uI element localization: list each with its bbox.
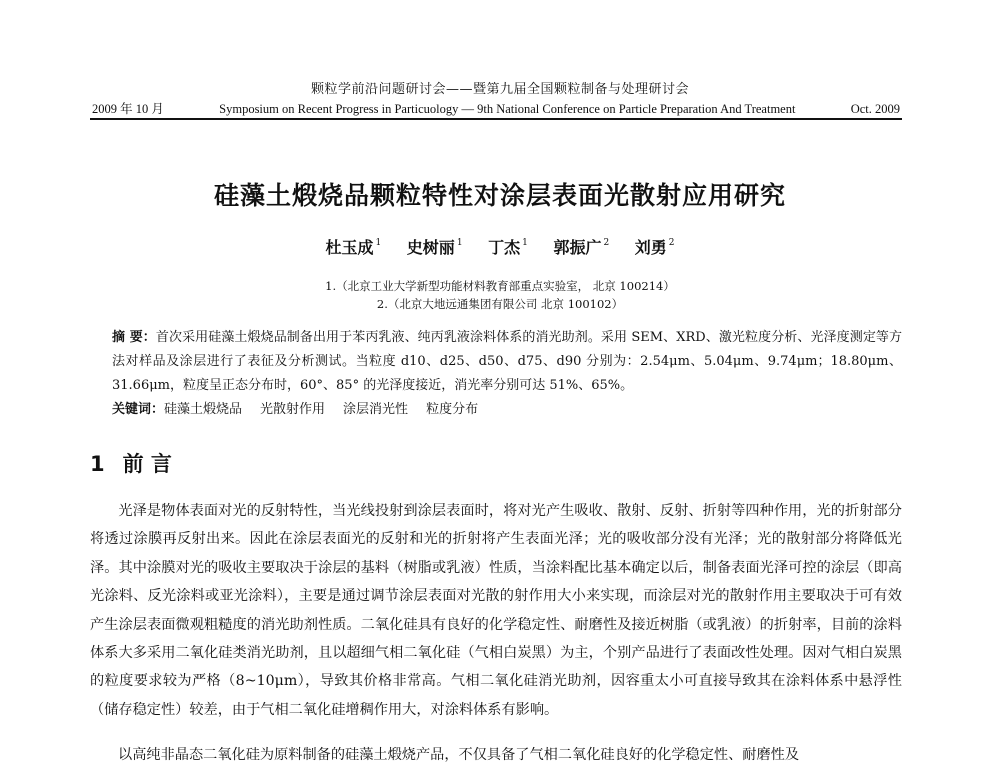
section-heading	[90, 448, 172, 478]
keyword: 硅藻土煅烧品	[164, 402, 243, 417]
body-paragraph: 光泽是物体表面对光的反射特性，当光线投射到涂层表面时，将对光产生吸收、散射、反射、折射等四种作用，光的折射部分将透过涂膜再反射出来。因此在涂层表面光的反射和光的折射将产生表面光泽；光的吸收部分没有光泽；光的散射部分将降低光泽。其中涂膜对光的吸收主要取决于涂层的基料（树脂或乳液）性质，当涂料配比基本确定以后，制备表面光泽可控的涂层（即高光涂料、反光涂料或亚光涂料），主要是通过调节涂层表面对光散的射作用大小来实现，而涂层对光的散射作用主要取决于可有效产生涂层表面微观粗糙度的消光助剂性质。二氧化硅具有良好的化学稳定性、耐磨性及接近树脂（或乳液）的折射率，目前的涂料体系大多采用二氧化硅类消光助剂，且以超细气相二氧化硅（气相白炭黑）为主，个别产品进行了表面改性处理。因对气相白炭黑的粒度要求较为严格（8~10μm），导致其价格非常高。气相二氧化硅消光助剂，因容重太小可直接导致其在涂料体系中悬浮性（储存稳定性）较差，由于气相二氧化硅增稠作用大，对涂料体系有影响。	[90, 503, 902, 718]
header-date-cn: 2009 年 10 月	[92, 102, 164, 116]
abstract-label: 摘 要：	[112, 330, 156, 345]
keyword: 涂层消光性	[343, 402, 409, 417]
author: 杜玉成 $^1$	[325, 238, 382, 257]
author: 史树丽 $^1$	[406, 238, 463, 257]
affiliation-1: 1.（北京工业大学新型功能材料教育部重点实验室， 北京 100214）	[325, 279, 675, 293]
paper-title: 硅藻土煅烧品颗粒特性对涂层表面光散射应用研究	[213, 181, 786, 210]
section-number: 1	[90, 452, 105, 476]
header-rule	[90, 118, 902, 120]
keyword: 光散射作用	[260, 402, 326, 417]
header-conference-en: Symposium on Recent Progress in Particuology — 9th National Conference on Particle Preparation And Treatment	[219, 102, 796, 116]
author-list	[0, 235, 1000, 258]
body-next-line: 以高纯非晶态二氧化硅为原料制备的硅藻土煅烧产品，不仅具备了气相二氧化硅良好的化学稳定性、耐磨性及	[118, 747, 800, 763]
keyword: 粒度分布	[426, 402, 479, 417]
author: 郭振广 $^2$	[553, 238, 610, 257]
conference-header-en	[92, 99, 900, 117]
author: 丁杰 $^1$	[488, 238, 528, 257]
affiliation-2: 2.（北京大地远通集团有限公司 北京 100102）	[376, 297, 624, 311]
header-date-en: Oct. 2009	[850, 102, 900, 116]
section-title: 前 言	[122, 452, 172, 476]
abstract-block	[112, 326, 902, 422]
author: 刘勇 $^2$	[634, 238, 675, 257]
keywords-label: 关键词：	[112, 402, 165, 417]
conference-header-cn: 颗粒学前沿问题研讨会——暨第九届全国颗粒制备与处理研讨会	[310, 82, 689, 97]
abstract-text: 首次采用硅藻土煅烧品制备出用于苯丙乳液、纯丙乳液涂料体系的消光助剂。采用 SEM、XRD、激光粒度分析、光泽度测定等方法对样品及涂层进行了表征及分析测试。当粒度 d10、d25、d50、d75、d90 分别为：2.54μm、5.04μm、9.74μm；18.80μm、31.66μm，粒度呈正态分布时，60°、85° 的光泽度接近，消光率分别可达 51%、65%。	[112, 330, 902, 393]
